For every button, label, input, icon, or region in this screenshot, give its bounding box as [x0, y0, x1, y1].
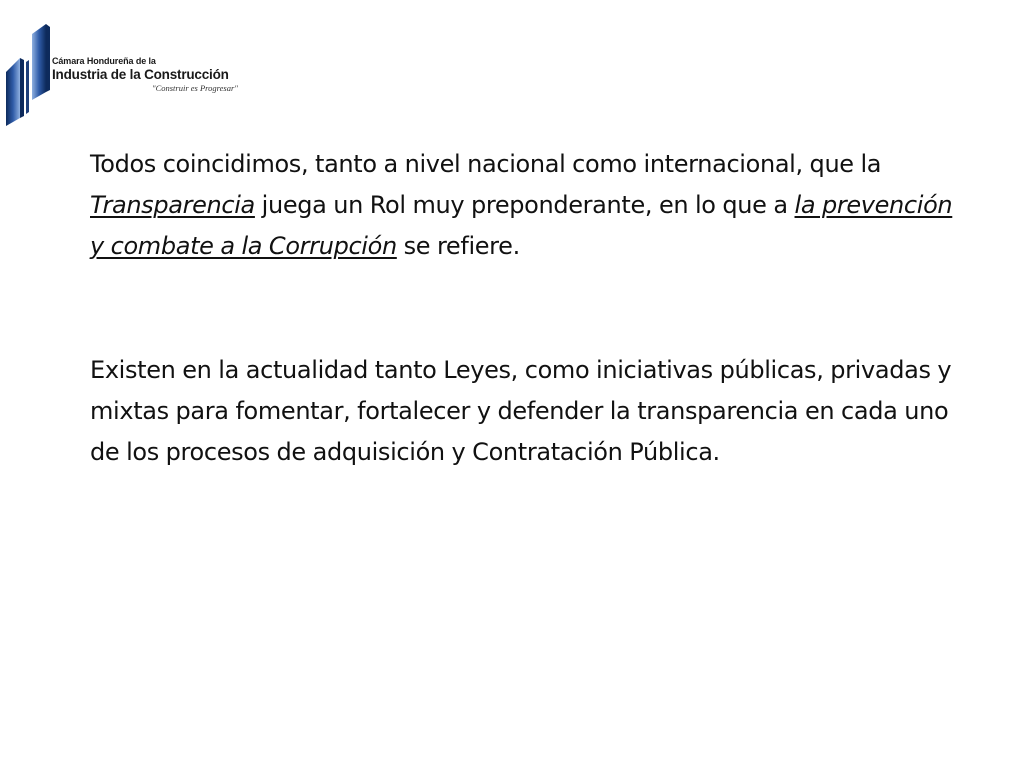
logo-slogan: "Construir es Progresar" [152, 83, 238, 93]
paragraph-transparency [90, 144, 970, 267]
emphasis-corrupcion: la prevención y combate a la Corrupción [90, 191, 953, 260]
paragraph1-part3: se refiere. [396, 232, 520, 260]
building-logo-icon [4, 22, 56, 130]
logo-text [52, 56, 252, 93]
paragraph-laws: Existen en la actualidad tanto Leyes, como iniciativas públicas, privadas y mixtas para fomentar, fortalecer y defender la transparencia en cada uno de los procesos de adquisición y Contratación Pública. [90, 356, 952, 466]
emphasis-transparencia: Transparencia [90, 191, 255, 219]
paragraph1-part2: juega un Rol muy preponderante, en lo que a [254, 191, 795, 219]
paragraph1-part1: Todos coincidimos, tanto a nivel nacional como internacional, que la [90, 150, 882, 178]
logo-line2: Industria de la Construcción [52, 67, 229, 82]
slide-content [90, 144, 970, 473]
organization-logo [4, 22, 254, 132]
logo-line1: Cámara Hondureña de la [52, 56, 156, 66]
